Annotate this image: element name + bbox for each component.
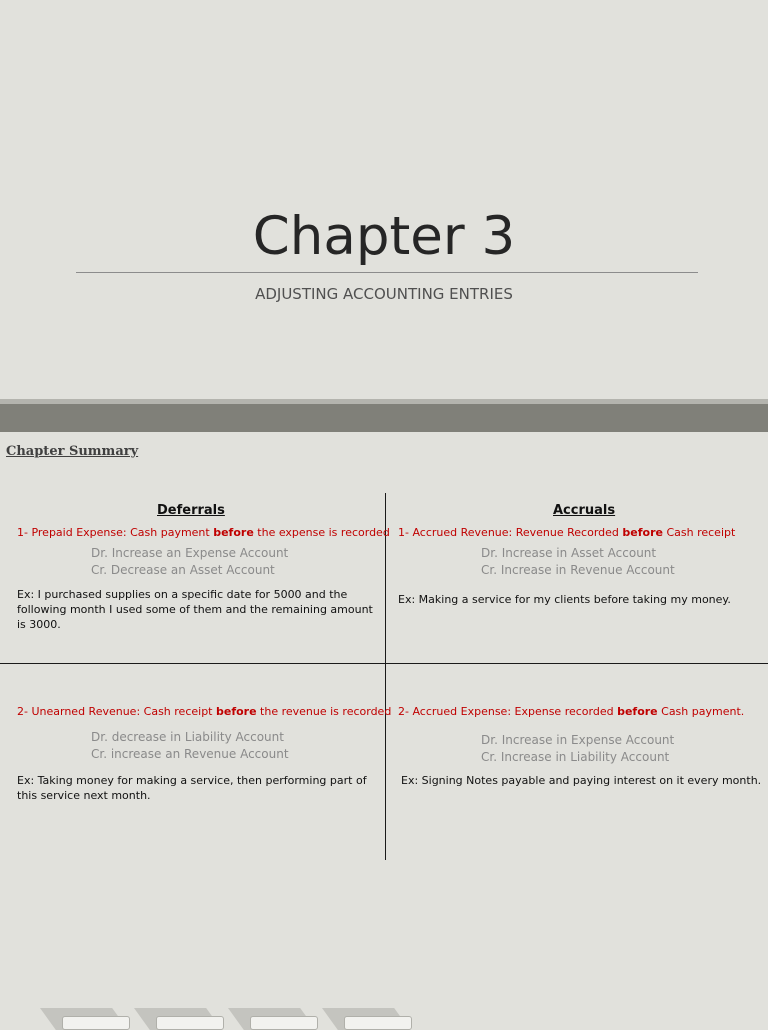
chevron-label-box: [62, 1016, 130, 1030]
definition-text: Cash receipt: [662, 526, 736, 539]
section-band: [0, 404, 768, 432]
definition-emphasis: before: [213, 526, 254, 539]
title-divider: [76, 272, 698, 273]
unearned-debit-entry: Dr. decrease in Liability Account: [91, 730, 284, 744]
definition-text: 2- Accrued Expense: Expense recorded: [398, 705, 618, 718]
accrued-expense-definition: [398, 705, 744, 719]
deferrals-heading: Deferrals: [157, 503, 225, 518]
definition-text: 2- Unearned Revenue: Cash receipt: [17, 705, 216, 718]
prepaid-credit-entry: Cr. Decrease an Asset Account: [91, 563, 275, 577]
definition-emphasis: before: [617, 705, 658, 718]
quadrant-vertical-divider: [385, 493, 386, 860]
accrued-expense-example: Ex: Signing Notes payable and paying interest on it every month.: [401, 774, 762, 787]
accruals-heading: Accruals: [553, 503, 616, 518]
prepaid-expense-definition: [17, 526, 390, 540]
definition-text: the revenue is recorded: [256, 705, 392, 718]
definition-text: Cash payment.: [657, 705, 745, 718]
chapter-subtitle: ADJUSTING ACCOUNTING ENTRIES: [255, 285, 513, 303]
definition-emphasis: before: [215, 705, 257, 718]
chevron-label-box: [250, 1016, 318, 1030]
unearned-example: Ex: Taking money for making a service, then performing part of this service next month.: [17, 774, 367, 802]
chapter-title: Chapter 3: [252, 206, 516, 267]
definition-text: 1- Prepaid Expense: Cash payment: [17, 526, 214, 539]
prepaid-debit-entry: Dr. Increase an Expense Account: [91, 546, 289, 560]
accrued-revenue-debit-entry: Dr. Increase in Asset Account: [481, 546, 657, 560]
unearned-credit-entry: Cr. increase an Revenue Account: [91, 747, 289, 761]
title-slide: [0, 0, 768, 400]
accrued-revenue-definition: [398, 526, 735, 540]
accrued-expense-debit-entry: Dr. Increase in Expense Account: [481, 733, 675, 747]
accrued-revenue-example: Ex: Making a service for my clients before taking my money.: [398, 593, 731, 606]
summary-heading: Chapter Summary: [6, 444, 139, 459]
quadrant-horizontal-divider: [0, 663, 768, 664]
accrued-expense-credit-entry: Cr. Increase in Liability Account: [481, 750, 670, 764]
chevron-label-box: [344, 1016, 412, 1030]
definition-text: the expense is recorded: [253, 526, 390, 539]
definition-emphasis: before: [622, 526, 663, 539]
definition-text: 1- Accrued Revenue: Revenue Recorded: [398, 526, 623, 539]
chevron-label-box: [156, 1016, 224, 1030]
unearned-revenue-definition: [17, 705, 391, 719]
prepaid-example: Ex: I purchased supplies on a specific date for 5000 and the following month I used some of them and the remaining amount is 3000.: [17, 588, 373, 631]
accrued-revenue-credit-entry: Cr. Increase in Revenue Account: [481, 563, 675, 577]
